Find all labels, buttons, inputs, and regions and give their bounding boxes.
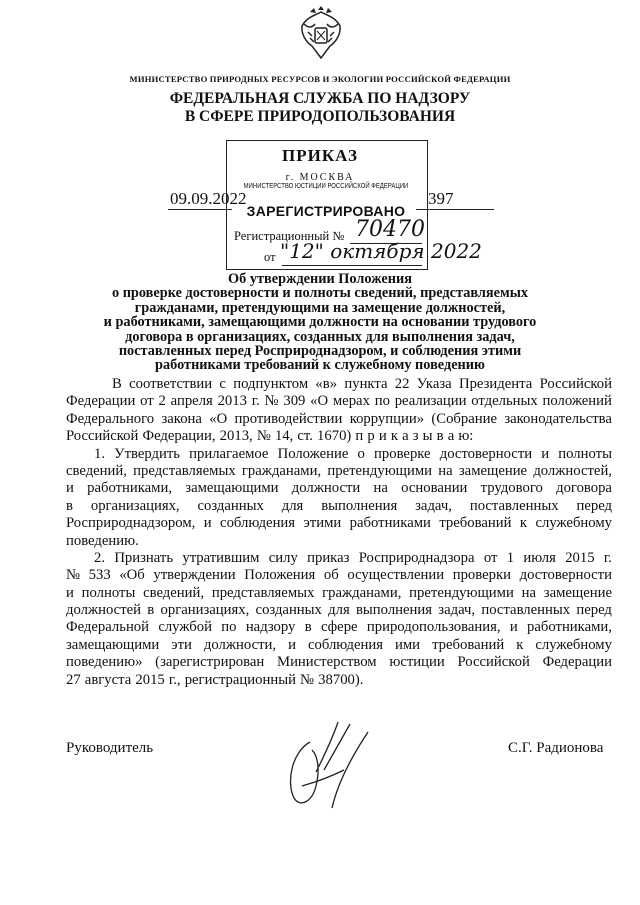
- body-word: работниками,: [527, 619, 612, 636]
- body-word: силу: [268, 549, 298, 566]
- body-word: а: [447, 428, 455, 445]
- body-word: 27: [66, 671, 81, 688]
- body-word: должностей,: [533, 462, 612, 479]
- body-word: сфере: [320, 619, 358, 636]
- body-word: основании: [401, 480, 468, 497]
- body-word: №: [264, 393, 279, 410]
- body-word: представляемых: [211, 584, 315, 601]
- body-word: созданных: [197, 497, 264, 514]
- body-word: Положение: [277, 445, 349, 462]
- body-word: по: [374, 393, 390, 410]
- body-word: №: [300, 671, 315, 688]
- body-word: августа: [84, 671, 132, 688]
- body-word: должности: [291, 480, 361, 497]
- body-word: Утвердить: [114, 445, 180, 462]
- body-word: ы: [422, 428, 433, 445]
- body-word: Федеральной: [66, 619, 150, 636]
- body-word: замещающими: [66, 636, 160, 653]
- body-word: р: [367, 428, 375, 445]
- body-word: выполнения: [356, 602, 432, 619]
- body-word: созданных: [255, 602, 322, 619]
- body-line: [66, 567, 612, 584]
- body-line: [66, 619, 612, 636]
- body-word: Российской: [66, 428, 139, 445]
- body-word: осуществлении: [347, 567, 445, 584]
- body-word: 2.: [94, 549, 106, 566]
- body-word: (Собрание: [431, 410, 497, 427]
- body-word: Росприроднадзором,: [66, 515, 196, 532]
- body-word: утратившим: [182, 549, 260, 566]
- body-word: требований: [439, 515, 512, 532]
- body-line: [66, 654, 612, 671]
- body-word: №: [66, 567, 81, 584]
- body-word: з: [412, 428, 419, 445]
- body-word: и: [509, 619, 518, 636]
- body-word: приказ: [307, 549, 350, 566]
- body-word: задач,: [415, 497, 452, 514]
- body-word: и: [203, 515, 212, 532]
- body-word: организациях,: [160, 602, 250, 619]
- body-word: 14,: [274, 428, 294, 445]
- body-word: и: [541, 445, 550, 462]
- service-name: [0, 90, 640, 126]
- body-word: эти: [171, 636, 192, 653]
- body-word: положений: [542, 393, 612, 410]
- body-word: служебному: [535, 636, 612, 653]
- body-word: «Об: [119, 567, 145, 584]
- body-word: ю:: [458, 428, 474, 445]
- title-line: гражданами, претендующими на замещение должностей,: [134, 299, 506, 316]
- stamp-registered: ЗАРЕГИСТРИРОВАНО: [246, 203, 406, 219]
- body-line: [66, 376, 612, 393]
- body-word: к: [519, 515, 528, 532]
- body-word: договора: [556, 480, 612, 497]
- coat-of-arms-icon: [298, 6, 344, 62]
- date-underline: [168, 209, 232, 210]
- body-word: на: [521, 584, 536, 601]
- body-word: полноты: [558, 445, 612, 462]
- stamp-date-value: "12" октября 2022: [280, 239, 482, 263]
- body-word: 2013: [217, 393, 247, 410]
- body-line: [66, 533, 612, 550]
- handwritten-signature: [272, 712, 382, 812]
- body-word: 2015: [565, 549, 595, 566]
- body-word: достоверности: [439, 445, 533, 462]
- document-city: г. МОСКВА: [285, 172, 355, 183]
- body-word: подпунктом: [233, 376, 309, 392]
- body-word: Министерством: [277, 654, 377, 671]
- title-line: поставленных перед Росприроднадзором, и соблюдения этими: [118, 343, 522, 360]
- body-word: к: [516, 636, 524, 653]
- body-word: для: [328, 602, 350, 619]
- body-word: законодательства: [504, 410, 612, 427]
- body-word: противодействии: [234, 410, 343, 427]
- body-word: реализации: [394, 393, 467, 410]
- body-word: ст.: [297, 428, 313, 445]
- stamp-date-underline: [282, 265, 422, 266]
- body-word: об: [323, 567, 339, 584]
- body-word: 2015: [135, 671, 165, 688]
- body-word: соответствии: [129, 376, 213, 392]
- body-word: «О: [209, 410, 228, 427]
- body-line: [66, 550, 612, 567]
- title-line: Об утверждении Положения: [228, 271, 412, 287]
- document-number: 397: [428, 189, 454, 208]
- body-word: Росприроднадзора: [358, 549, 475, 566]
- body-word: и: [288, 636, 296, 653]
- stamp-date-label: от: [264, 250, 276, 264]
- body-word: 2013,: [219, 428, 253, 445]
- title-line: договора в организациях, созданных для выполнения задач,: [125, 328, 515, 345]
- body-word: от: [140, 393, 154, 410]
- body-word: сведений,: [66, 462, 127, 479]
- body-word: о: [357, 445, 365, 462]
- body-word: 38700).: [318, 671, 364, 688]
- service-name-line1: ФЕДЕРАЛЬНАЯ СЛУЖБА ПО НАДЗОРУ: [169, 90, 471, 107]
- body-word: службой: [158, 619, 212, 636]
- body-word: гражданами,: [241, 462, 322, 479]
- body-word: перед: [576, 602, 612, 619]
- body-word: Российской: [457, 654, 530, 671]
- body-word: этими: [303, 515, 342, 532]
- body-word: должности,: [203, 636, 277, 653]
- body-word: п: [355, 428, 364, 445]
- body-word: г.: [251, 393, 260, 410]
- body-line: [66, 480, 612, 497]
- body-word: и: [66, 480, 74, 497]
- body-word: Федерации: [542, 654, 612, 671]
- body-word: 2: [158, 393, 166, 410]
- body-word: задач,: [438, 602, 476, 619]
- body-word: полноты: [81, 584, 136, 601]
- stamp-organization: МИНИСТЕРСТВО ЮСТИЦИИ РОССИЙСКОЙ ФЕДЕРАЦИИ: [243, 183, 409, 190]
- stamp-reg-value: 70470: [355, 217, 425, 242]
- body-line: [66, 411, 612, 428]
- body-word: природопользования,: [366, 619, 501, 636]
- body-word: ими: [395, 636, 421, 653]
- body-line: [66, 672, 612, 689]
- body-word: с: [219, 376, 226, 392]
- body-word: к: [390, 428, 398, 445]
- document-title: [0, 272, 640, 373]
- title-line: о проверке достоверности и полноты сведений, представляемых: [111, 285, 529, 302]
- body-word: замещение: [543, 584, 612, 601]
- body-word: Президента: [458, 376, 533, 392]
- body-word: в: [436, 428, 444, 445]
- body-word: работниками,: [87, 480, 173, 497]
- body-word: соблюдения: [308, 636, 383, 653]
- body-word: Федерации: [66, 393, 136, 410]
- body-word: поставленных: [481, 602, 571, 619]
- body-word: в: [304, 619, 312, 636]
- body-word: мерах: [332, 393, 370, 410]
- document-body: [66, 376, 612, 689]
- body-line: [66, 585, 612, 602]
- body-word: в: [147, 602, 155, 619]
- body-word: и: [378, 428, 387, 445]
- body-word: 1.: [94, 445, 106, 462]
- body-word: Положения: [244, 567, 316, 584]
- body-word: а: [402, 428, 409, 445]
- body-word: должностей: [66, 602, 141, 619]
- body-word: служебному: [535, 515, 612, 532]
- body-line: [66, 463, 612, 480]
- body-word: отдельных: [471, 393, 538, 410]
- body-word: Федерации,: [142, 428, 216, 445]
- stamp-reg-label: Регистрационный №: [234, 229, 345, 243]
- body-word: выполнения: [321, 497, 398, 514]
- body-word: поведению.: [66, 532, 139, 549]
- body-word: коррупции»: [349, 410, 425, 427]
- body-word: сведений,: [143, 584, 205, 601]
- body-word: гражданами,: [322, 584, 402, 601]
- body-word: №: [256, 428, 271, 445]
- document-date: 09.09.2022: [170, 189, 247, 208]
- body-word: организациях,: [90, 497, 180, 514]
- body-word: (зарегистрирован: [155, 654, 265, 671]
- body-word: регистрационный: [184, 671, 296, 688]
- body-word: перед: [576, 497, 612, 514]
- body-word: претендующими: [327, 462, 433, 479]
- title-line: и работниками, замещающими должности на основании трудового: [103, 314, 537, 331]
- body-word: от: [483, 549, 498, 566]
- body-word: Указа: [416, 376, 452, 392]
- body-word: утверждении: [153, 567, 236, 584]
- body-word: пункта: [344, 376, 388, 392]
- body-word: для: [281, 497, 304, 514]
- body-line: [66, 602, 612, 619]
- body-word: замещающими: [185, 480, 279, 497]
- body-word: Федерального: [66, 410, 155, 427]
- signatory-name: С.Г. Радионова: [508, 740, 604, 756]
- body-word: представляемых: [133, 462, 236, 479]
- body-word: по: [221, 619, 237, 636]
- body-word: надзору: [245, 619, 296, 636]
- body-word: 533: [88, 567, 111, 584]
- body-word: прилагаемое: [189, 445, 269, 462]
- signatory-position: Руководитель: [66, 740, 154, 756]
- body-word: «в»: [315, 376, 338, 392]
- body-word: соблюдения: [220, 515, 296, 532]
- body-word: 22: [394, 376, 410, 392]
- body-word: 1: [506, 549, 515, 566]
- body-word: на: [438, 462, 453, 479]
- body-line: [66, 637, 612, 654]
- document-type: ПРИКАЗ: [282, 146, 358, 165]
- body-word: трудового: [480, 480, 543, 497]
- body-line: [66, 446, 612, 463]
- body-word: замещение: [458, 462, 528, 479]
- body-line: [66, 428, 612, 445]
- body-word: претендующими: [409, 584, 514, 601]
- body-word: закона: [161, 410, 202, 427]
- body-word: поставленных: [469, 497, 559, 514]
- body-word: «О: [310, 393, 329, 410]
- body-word: проверки: [452, 567, 511, 584]
- body-line: [66, 498, 612, 515]
- body-line: [66, 515, 612, 532]
- body-word: работниками: [349, 515, 431, 532]
- body-word: Признать: [114, 549, 174, 566]
- body-word: июля: [523, 549, 556, 566]
- body-word: 309: [283, 393, 306, 410]
- body-word: г.: [603, 549, 612, 566]
- ministry-name: МИНИСТЕРСТВО ПРИРОДНЫХ РЕСУРСОВ И ЭКОЛОГИИ РОССИЙСКОЙ ФЕДЕРАЦИИ: [129, 74, 511, 84]
- number-underline: [416, 209, 494, 210]
- body-word: поведению»: [66, 654, 143, 671]
- title-line: работниками требований к служебному поведению: [155, 357, 485, 374]
- body-word: 1670): [317, 428, 352, 445]
- body-word: г.,: [168, 671, 181, 688]
- body-word: В: [112, 376, 122, 392]
- body-word: Российской: [539, 376, 612, 392]
- body-word: требований: [432, 636, 505, 653]
- body-word: достоверности: [519, 567, 612, 584]
- body-word: на: [373, 480, 388, 497]
- body-word: в: [66, 497, 73, 514]
- body-word: и: [66, 584, 74, 601]
- body-word: апреля: [170, 393, 213, 410]
- body-word: юстиции: [389, 654, 445, 671]
- body-line: [66, 393, 612, 410]
- service-name-line2: В СФЕРЕ ПРИРОДОПОЛЬЗОВАНИЯ: [184, 108, 456, 125]
- body-word: проверке: [374, 445, 431, 462]
